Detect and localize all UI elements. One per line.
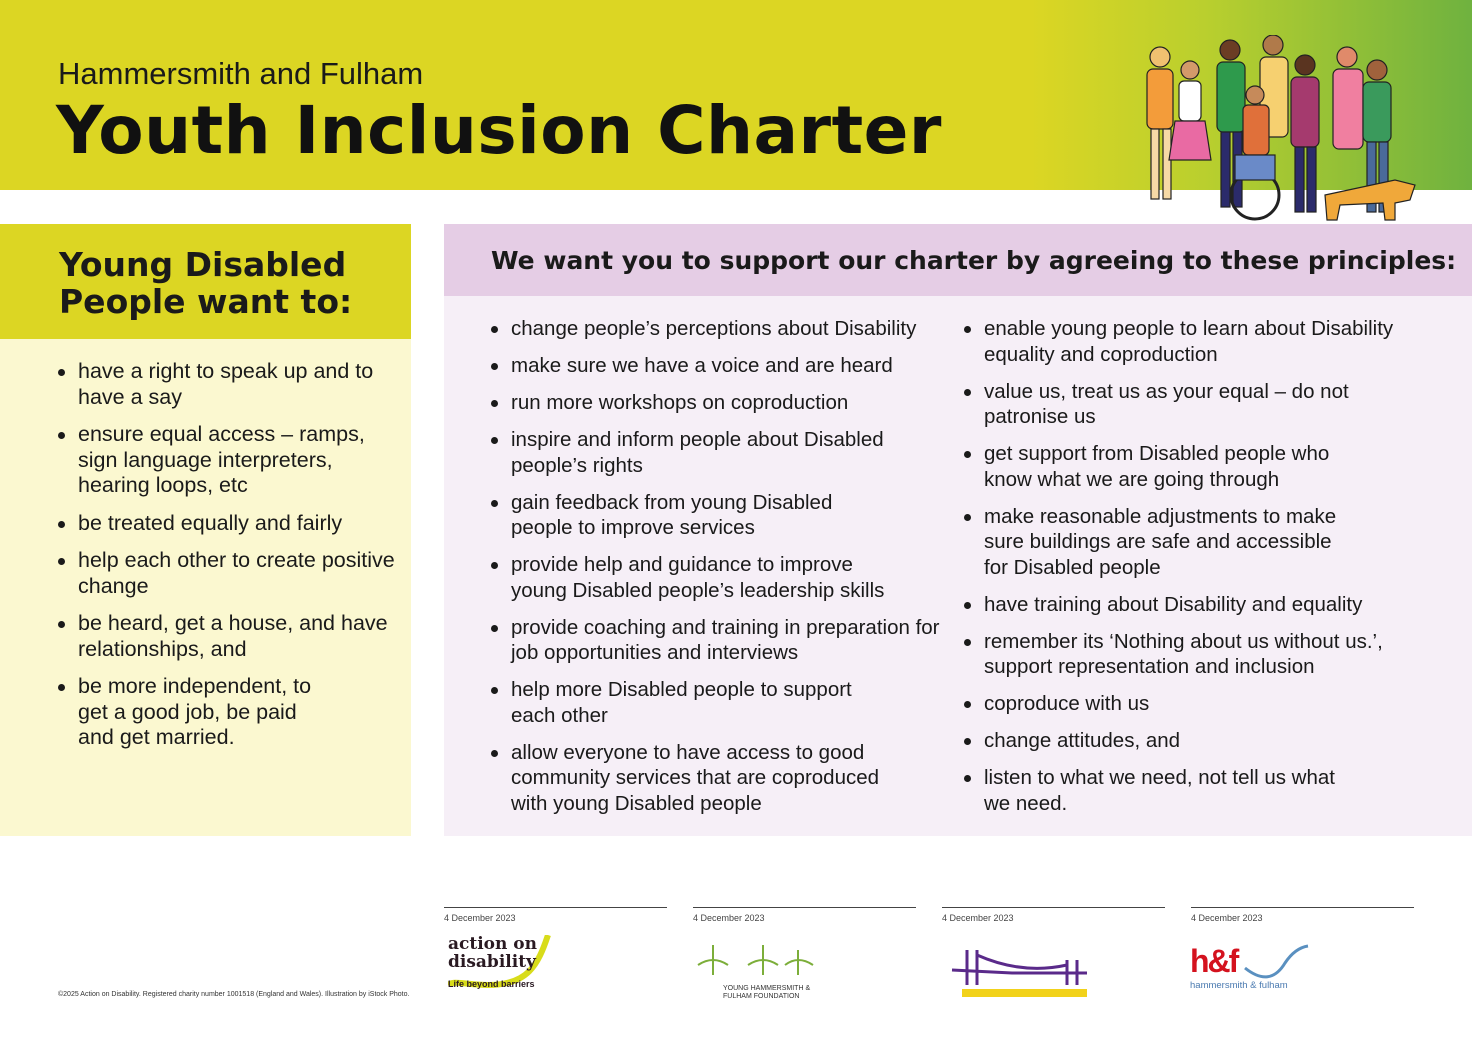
list-item: help more Disabled people to support each other <box>491 677 881 728</box>
heading-line: Young Disabled <box>59 245 347 284</box>
list-item: be more independent, to get a good job, be paid and get married. <box>58 674 318 751</box>
logo-tagline: hammersmith & fulham <box>1190 980 1288 991</box>
signature-date: 4 December 2023 <box>693 913 765 923</box>
list-item: ensure equal access – ramps, sign language interpreters, hearing loops, etc <box>58 422 398 499</box>
list-item: value us, treat us as your equal – do not patronise us <box>964 379 1364 430</box>
principles-heading: We want you to support our charter by agreeing to these principles: <box>444 224 1472 296</box>
list-item: make sure we have a voice and are heard <box>491 353 941 379</box>
principles-panel <box>444 296 1472 836</box>
list-item: make reasonable adjustments to make sure buildings are safe and accessible for Disabled people <box>964 504 1354 581</box>
young-hf-foundation-logo <box>693 940 823 1001</box>
list-item: help each other to create positive change <box>58 548 398 599</box>
signature-block <box>1191 907 1414 923</box>
logo-text: YOUNG HAMMERSMITH & FULHAM FOUNDATION <box>723 985 811 1000</box>
hfyc-logo <box>942 945 1092 1005</box>
list-item: change people’s perceptions about Disability <box>491 316 941 342</box>
list-item: remember its ‘Nothing about us without us.’, support representation and inclusion <box>964 629 1404 680</box>
list-item: enable young people to learn about Disability equality and coproduction <box>964 316 1414 367</box>
signature-date: 4 December 2023 <box>1191 913 1263 923</box>
river-icon <box>1240 943 1310 983</box>
figures-icon <box>693 940 823 980</box>
logo-text: h&f <box>1190 943 1238 979</box>
heading-line: People want to: <box>59 282 353 321</box>
subtitle: Hammersmith and Fulham <box>58 56 424 91</box>
list-item: get support from Disabled people who know what we are going through <box>964 441 1354 492</box>
page-title: Youth Inclusion Charter <box>56 92 942 169</box>
list-item: gain feedback from young Disabled people to improve services <box>491 490 861 541</box>
signature-date: 4 December 2023 <box>444 913 516 923</box>
list-item: inspire and inform people about Disabled people’s rights <box>491 427 911 478</box>
signature-block <box>942 907 1165 923</box>
list-item: provide help and guidance to improve young Disabled people’s leadership skills <box>491 552 911 603</box>
wants-list <box>58 359 398 763</box>
people-illustration <box>1095 35 1435 225</box>
list-item: have a right to speak up and to have a say <box>58 359 398 410</box>
list-item: have training about Disability and equality <box>964 592 1434 618</box>
list-item: run more workshops on coproduction <box>491 390 941 416</box>
action-on-disability-logo <box>448 935 558 989</box>
list-item: allow everyone to have access to good community services that are coproduced with young Disabled people <box>491 740 911 817</box>
principles-list-right <box>964 316 1434 828</box>
list-item: be treated equally and fairly <box>58 511 398 537</box>
left-panel <box>0 339 411 836</box>
list-item: provide coaching and training in preparation for job opportunities and interviews <box>491 615 941 666</box>
principles-list-left <box>491 316 941 828</box>
list-item: change attitudes, and <box>964 728 1434 754</box>
hammersmith-fulham-logo <box>1190 943 1320 991</box>
list-item: be heard, get a house, and have relationships, and <box>58 611 398 662</box>
signature-block <box>444 907 667 923</box>
logo-text: action on disability <box>448 934 537 972</box>
copyright: ©2025 Action on Disability. Registered charity number 1001518 (England and Wales). Illustration by iStock Photo. <box>58 991 410 998</box>
bridge-icon <box>942 945 1092 1000</box>
list-item: listen to what we need, not tell us what we need. <box>964 765 1364 816</box>
logo-tagline: Life beyond barriers <box>448 979 535 989</box>
signature-date: 4 December 2023 <box>942 913 1014 923</box>
list-item: coproduce with us <box>964 691 1434 717</box>
signature-block <box>693 907 916 923</box>
left-panel-heading <box>0 224 411 339</box>
